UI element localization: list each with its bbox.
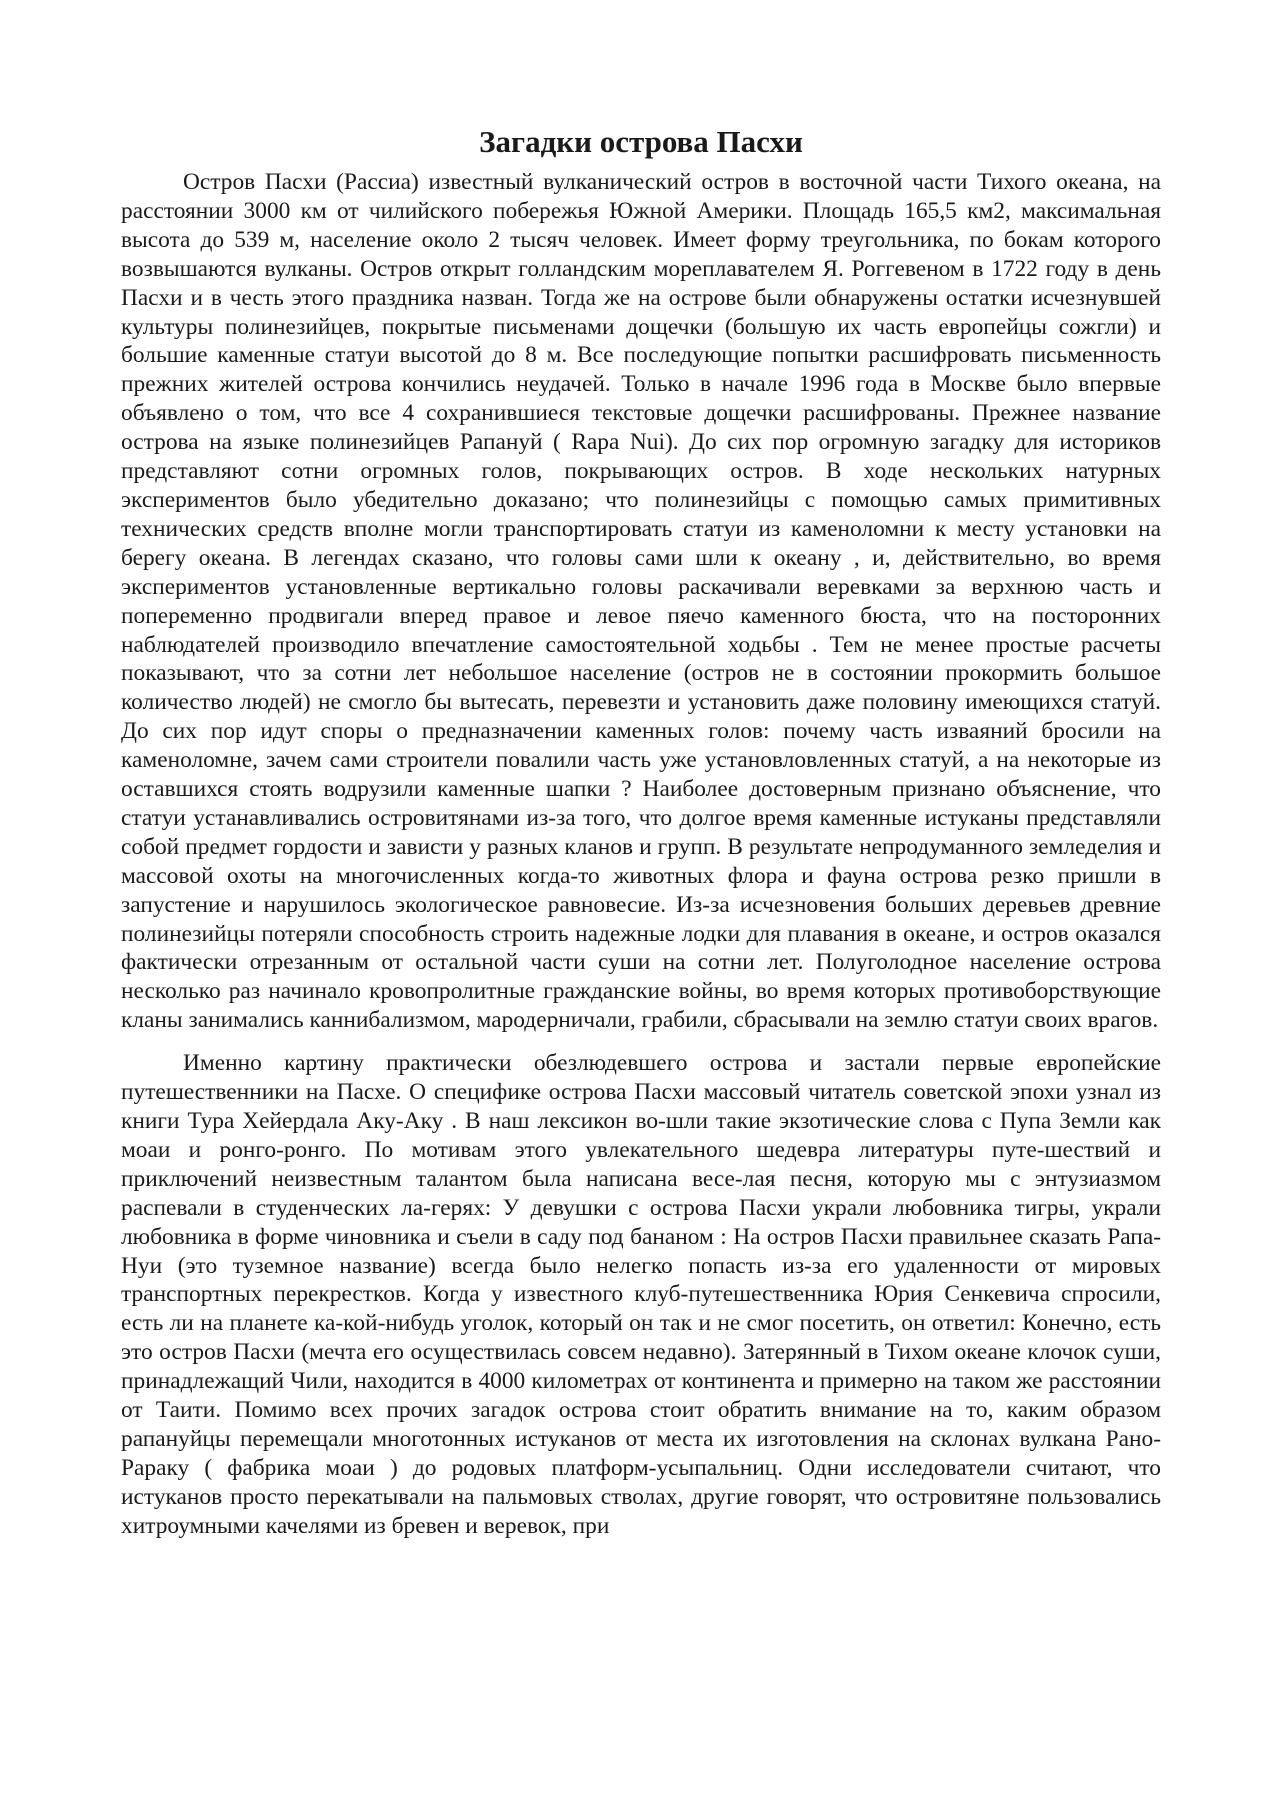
document-body	[121, 120, 1161, 1541]
paragraph-2: Именно картину практически обезлюдевшего острова и застали первые европейские путешественники на Пасхе. О специфике острова Пасхи массовый читатель советской эпохи узнал из книги Тура Хейердала Аку-Аку . В наш лексикон во-шли такие экзотические слова с Пупа Земли как моаи и ронго-ронго. По мотивам этого увлекательного шедевра литературы путе-шествий и приключений неизвестным талантом была написана весе-лая песня, которую мы с энтузиазмом распевали в студенческих ла-герях: У девушки с острова Пасхи украли любовника тигры, украли любовника в форме чиновника и съели в саду под бананом : На остров Пасхи правильнее сказать Рапа-Нуи (это туземное название) всегда было нелегко попасть из-за его удаленности от мировых транспортных перекрестков. Когда у известного клуб-путешественника Юрия Сенкевича спросили, есть ли на планете ка-кой-нибудь уголок, который он так и не смог посетить, он ответил: Конечно, есть это остров Пасхи (мечта его осуществилась совсем недавно). Затерянный в Тихом океане клочок суши, принадлежащий Чили, находится в 4000 километрах от континента и примерно на таком же расстоянии от Таити. Помимо всех прочих загадок острова стоит обратить внимание на то, каким образом рапануйцы перемещали многотонных истуканов от места их изготовления на склонах вулкана Рано-Рараку ( фабрика моаи ) до родовых платформ-усыпальниц. Одни исследователи считают, что истуканов просто перекатывали на пальмовых стволах, другие говорят, что островитяне пользовались хитроумными качелями из бревен и веревок, при	[121, 1050, 1161, 1539]
document-title: Загадки острова Пасхи	[479, 124, 803, 159]
paragraph-1: Остров Пасхи (Pасcиа) известный вулканический остров в восточной части Тихого океана, на расстоянии 3000 км от чилийского побережья Южной Америки. Площадь 165,5 км2, максимальная высота до 539 м, население около 2 тысяч человек. Имеет форму треугольника, по бокам которого возвышаются вулканы. Остров открыт голландским мореплавателем Я. Роггевеном в 1722 году в день Пасхи и в честь этого праздника назван. Тогда же на острове были обнаружены остатки исчезнувшей культуры полинезийцев, покрытые письменами дощечки (большую их часть европейцы сожгли) и большие каменные статуи высотой до 8 м. Все последующие попытки расшифровать письменность прежних жителей острова кончились неудачей. Только в начале 1996 года в Москве было впервые объявлено о том, что все 4 сохранившиеся текстовые дощечки расшифрованы. Прежнее название острова на языке полинезийцев Рапануй ( Rapa Nui). До сих пор огромную загадку для историков представляют сотни огромных голов, покрывающих остров. В ходе нескольких натурных экспериментов было убедительно доказано; что полинезийцы с помощью самых примитивных технических средств вполне могли транспортировать статуи из каменоломни к месту установки на берегу океана. В легендах сказано, что головы сами шли к океану , и, действительно, во время экспериментов установленные вертикально головы раскачивали веревками за верхнюю часть и попеременно продвигали вперед правое и левое пяечо каменного бюста, что на посторонних наблюдателей производило впечатление самостоятельной ходьбы . Тем не менее простые расчеты показывают, что за сотни лет небольшое население (остров не в состоянии прокормить большое количество людей) не смогло бы вытесать, перевезти и установить даже половину имеющихся статуй. До сих пор идут споры о предназначении каменных голов: почему часть изваяний бросили на каменоломне, зачем сами строители повалили часть уже установловленных статуй, а на некоторые из оставшихся стоять водрузили каменные шапки ? Наиболее достоверным признано объяснение, что статуи устанавливались островитянами из-за того, что долгое время каменные истуканы представляли собой предмет гордости и зависти у разных кланов и групп. В результате непродуманного земледелия и массовой охоты на многочисленных когда-то животных флора и фауна острова резко пришли в запустение и нарушилось экологическое равновесие. Из-за исчезновения больших деревьев древние полинезийцы потеряли способность строить надежные лодки для плавания в океане, и остров оказался фактически отрезанным от остальной части суши на сотни лет. Полуголодное население острова несколько раз начинало кровопролитные гражданские войны, во время которых противоборствующие кланы занимались каннибализмом, мародерничали, грабили, сбрасывали на землю статуи своих врагов.	[121, 169, 1161, 1034]
